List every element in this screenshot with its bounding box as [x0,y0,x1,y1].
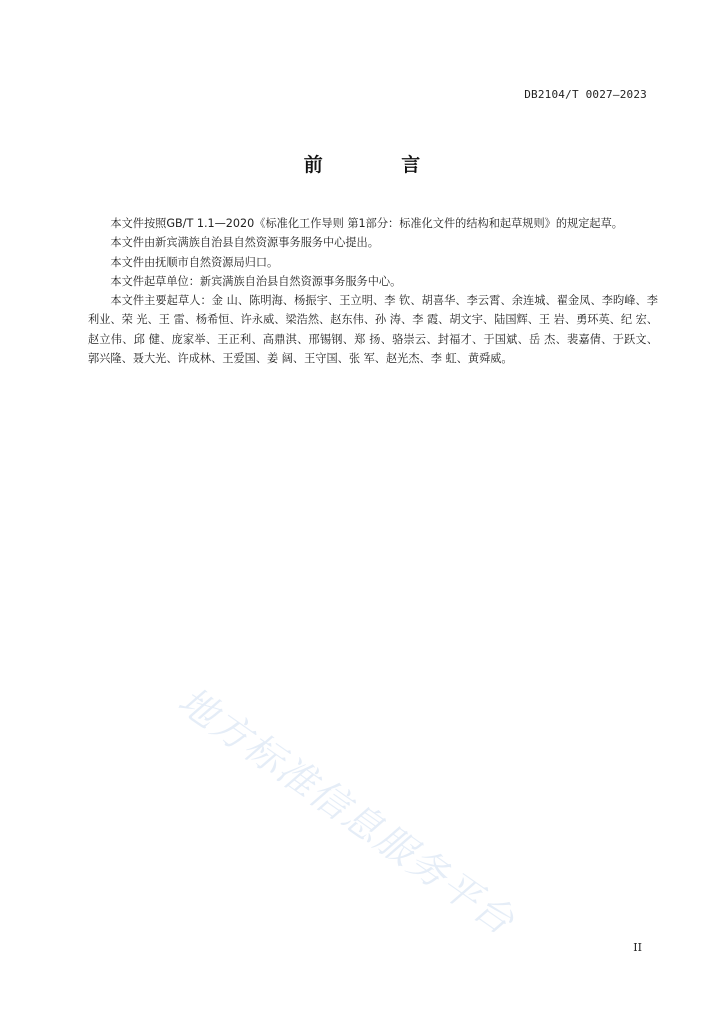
paragraph-proposed-by: 本文件由新宾满族自治县自然资源事务服务中心提出。 [110,236,379,250]
section-title: 前 言 [303,154,457,176]
paragraph-drafting-rules: 本文件按照GB/T 1.1—2020《标准化工作导则 第1部分：标准化文件的结构和起草规则》的规定起草。 [110,217,623,230]
paragraph-under-jurisdiction: 本文件由抚顺市自然资源局归口。 [110,255,279,269]
paragraph-main-drafters: 本文件主要起草人：金 山、陈明海、杨振宇、王立明、李 钦、胡喜华、李云霄、余连城、翟金凤、李昀峰、李利业、荣 光、王 雷、杨希恒、许永威、梁浩然、赵东伟、孙 涛、李 霞、胡文宇、陆国辉、王 岩、勇环英、纪 宏、赵立伟、邱 健、庞家举、王正利、高鼎淇、邢锡钢、郑 扬、骆崇云、封福才、于国斌、岳 杰、裴嘉倩、于跃文、郭兴隆、聂大光、许成林、王爱国、姜 阔、王守国、张 军、赵光杰、李 虹、黄舜威。 [88,294,658,366]
foreword-body [88,214,658,368]
watermark-text: 地方标准信息服务平台 [170,678,524,944]
paragraph-drafting-unit: 本文件起草单位：新宾满族自治县自然资源事务服务中心。 [110,274,402,288]
page-number: II [633,941,642,954]
document-code: DB2104/T 0027—2023 [524,88,647,101]
